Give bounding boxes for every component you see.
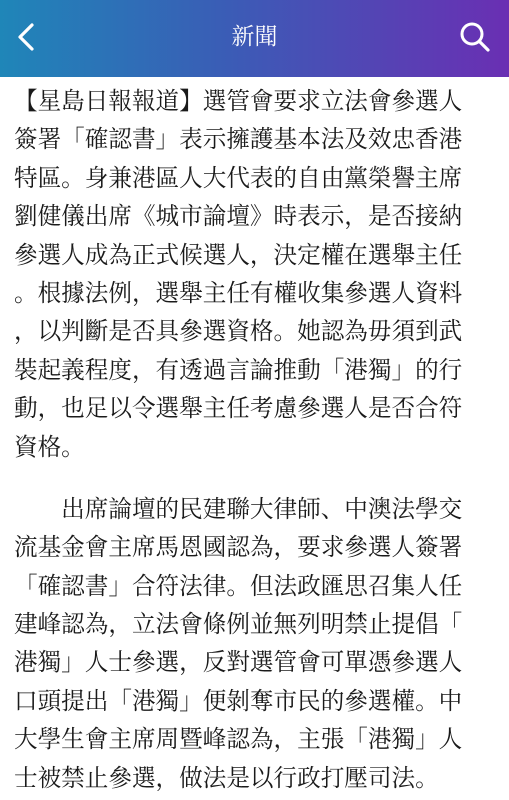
text-line: 大學生會主席周暨峰認為，主張「港獨」人 — [14, 725, 463, 754]
text-line: 簽署「確認書」表示擁護基本法及效忠香港 — [14, 125, 463, 154]
paragraph-2 — [14, 490, 500, 797]
text-line: 港獨」人士參選，反對選管會可單憑參選人 — [14, 648, 463, 677]
text-line: 流基金會主席馬恩國認為，要求參選人簽署 — [14, 533, 463, 562]
text-line: 。根據法例，選舉主任有權收集參選人資料 — [14, 278, 463, 307]
text-line: ，以判斷是否具參選資格。她認為毋須到武 — [14, 317, 463, 346]
text-line: 動，也足以令選舉主任考慮參選人是否合符 — [14, 394, 463, 423]
text-line: 建峰認為，立法會條例並無列明禁止提倡「 — [14, 610, 463, 639]
app-header — [0, 0, 509, 77]
text-line: 「確認書」合符法律。但法政匯思召集人任 — [14, 571, 463, 600]
text-line: 士被禁止參選，做法是以行政打壓司法。 — [14, 763, 439, 792]
page-title: 新聞 — [231, 24, 278, 50]
text-line: 出席論壇的民建聯大律師、中澳法學交 — [14, 494, 463, 523]
text-line: 資格。 — [14, 432, 85, 461]
text-line: 口頭提出「港獨」便剝奪市民的參選權。中 — [14, 686, 463, 715]
article-body — [14, 82, 500, 800]
paragraph-gap — [14, 466, 500, 490]
text-line: 參選人成為正式候選人，決定權在選舉主任 — [14, 240, 463, 269]
search-button[interactable] — [455, 17, 495, 57]
text-line: 特區。身兼港區人大代表的自由黨榮譽主席 — [14, 163, 463, 192]
search-icon — [455, 17, 495, 57]
text-line: 劉健儀出席《城市論壇》時表示，是否接納 — [14, 202, 463, 231]
paragraph-1 — [14, 82, 500, 466]
text-line: 裝起義程度，有透過言論推動「港獨」的行 — [14, 355, 463, 384]
text-line: 【星島日報報道】選管會要求立法會參選人 — [14, 87, 463, 115]
